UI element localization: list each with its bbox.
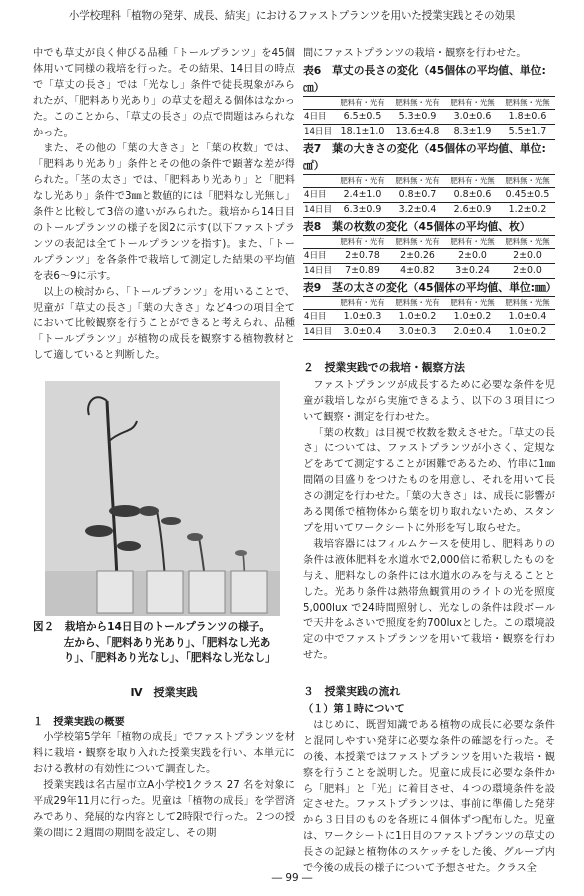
- figure-caption-line1: 図２ 栽培から14日目のトールプランツの様子。: [33, 621, 270, 634]
- running-header: 小学校理科「植物の発芽、成長、結実」におけるファストプランツを用いた授業実践とその効果: [68, 10, 516, 22]
- table-cell: 14日目: [303, 124, 335, 139]
- table-cell: 5.5±1.7: [500, 124, 555, 139]
- paragraph: 以上の検討から、「トールプランツ」を用いることで、児童が「草丈の長さ」「葉の大きさ」など4つの項目全てにおいて比較観察を行うことができると考えられ、品種「トールプランツ」が植物の成長を観察する植物教材として適していると判断した。: [33, 286, 295, 362]
- table-header-cell: [303, 296, 335, 309]
- table-cell: 3±0.24: [445, 263, 500, 278]
- table-header-cell: 肥料有・光有: [335, 235, 390, 248]
- table-cell: 0.45±0.5: [500, 187, 555, 202]
- table-cell: 4日目: [303, 309, 335, 324]
- figure-caption-line2: 左から、「肥料あり光あり」、「肥料なし光あり」、「肥料あり光なし」、「肥料なし光なし」: [63, 636, 276, 665]
- table-header-cell: [303, 174, 335, 187]
- subsection-heading: １ 授業実践の概要: [33, 716, 125, 728]
- table-cell: 2±0.78: [335, 248, 390, 263]
- left-column: [33, 46, 295, 842]
- table-cell: 2±0.26: [390, 248, 445, 263]
- table-cell: 3.0±0.4: [335, 324, 390, 339]
- table-cell: 4日目: [303, 109, 335, 124]
- table-cell: 4日目: [303, 187, 335, 202]
- paragraph: はじめに、既習知識である植物の成長に必要な条件と混同しやすい発芽に必要な条件の確認を行った。その後、本授業ではファストプランツを用いた栽培・観察を行うことを説明した。児童に成長に必要な条件から「肥料」と「光」に着目させ、４つの環境条件を設定させた。ファストプランツは、事前に準備した発芽から３日目のものを各班に４個体ずつ配布した。児童は、ワークシートに1日目のファストプランツの草丈の長さの記録と植物体のスケッチをした後、グループ内で今後の成長の様子について予想させた。クラス全: [303, 719, 555, 875]
- table-caption: 表6 草丈の長さの変化（45個体の平均値、単位:㎝）: [303, 63, 546, 94]
- table-header-cell: 肥料無・光無: [500, 235, 555, 248]
- table-cell: 0.8±0.7: [390, 187, 445, 202]
- table-cell: 3.0±0.6: [445, 109, 500, 124]
- table-header-cell: 肥料無・光有: [390, 235, 445, 248]
- paragraph: 「葉の枚数」は目視で枚数を数えさせた。「草丈の長さ」については、ファストプランツが小さく、定規などをあてて測定することが困難であるため、竹串に1㎜間隔の目盛りをつけたものを用意し、それを用いて長さの測定を行わせた。「葉の大きさ」は、成長に影響がある関係で植物体から葉を切り取れないため、スタンプを用いてワークシートに外形を写し取らせた。: [303, 427, 555, 534]
- page-number: ― 99 ―: [271, 872, 313, 884]
- table-cell: 2±0.0: [500, 263, 555, 278]
- table-header-cell: 肥料有・光無: [445, 96, 500, 109]
- table-header-cell: 肥料無・光有: [390, 96, 445, 109]
- table-7: [303, 140, 555, 218]
- table-row: [303, 187, 555, 202]
- figure-2-photo: [45, 381, 280, 616]
- table-cell: 2.0±0.4: [445, 324, 500, 339]
- table-cell: 6.5±0.5: [335, 109, 390, 124]
- table-cell: 8.3±1.9: [445, 124, 500, 139]
- table-row: [303, 109, 555, 124]
- table-header-cell: [303, 96, 335, 109]
- table-header-cell: 肥料有・光有: [335, 174, 390, 187]
- table-cell: 2.4±1.0: [335, 187, 390, 202]
- table-cell: 7±0.89: [335, 263, 390, 278]
- table-cell: 1.0±0.2: [500, 324, 555, 339]
- table-row: [303, 124, 555, 139]
- table-header-cell: 肥料有・光有: [335, 296, 390, 309]
- table-caption: 表8 葉の枚数の変化（45個体の平均値、枚）: [303, 219, 531, 233]
- table-cell: 14日目: [303, 324, 335, 339]
- paragraph: ファストプランツが成長するために必要な条件を児童が栽培しながら実施できるよう、以下の３項目について観察・測定を行わせた。: [303, 379, 555, 423]
- table-cell: 1.8±0.6: [500, 109, 555, 124]
- paragraph: また、その他の「葉の大きさ」と「葉の枚数」では、「肥料あり光あり」条件とその他の条件で顕著な差が得られた。「茎の太さ」では、「肥料あり光あり」と「肥料なし光あり」条件で3㎜と数値的には「肥料なし光無し」条件と比較して3倍の違いがみられた。栽培から14日目のトールプランツの様子を図2に示す(以下ファストプランツの表記は全てトールプランツを指す)。また、「トールプランツ」を各条件で栽培して測定した結果の平均値を表6～9に示す。: [33, 143, 295, 282]
- table-cell: 13.6±4.8: [390, 124, 445, 139]
- table-header-cell: 肥料有・光有: [335, 96, 390, 109]
- table-header-cell: 肥料無・光有: [390, 174, 445, 187]
- plants-photo: [45, 381, 280, 616]
- subsection-heading: （１）第１時について: [303, 704, 405, 716]
- paragraph: 授業実践は名古屋市立A小学校1クラス 27 名を対象に平成29年11月に行った。児童は「植物の成長」を学習済みであり、発展的な内容として2時限で行った。２つの授業の間に２週間の期間を設定し、その期: [33, 780, 295, 839]
- section-heading: ３ 授業実践の流れ: [303, 685, 401, 699]
- table-9: [303, 279, 555, 340]
- table-cell: 0.8±0.6: [445, 187, 500, 202]
- table-caption: 表9 茎の太さの変化（45個体の平均値、単位:㎜）: [303, 280, 557, 294]
- table-cell: 1.0±0.3: [335, 309, 390, 324]
- table-cell: 14日目: [303, 202, 335, 217]
- table-caption: 表7 葉の大きさの変化（45個体の平均値、単位:㎠）: [303, 141, 546, 172]
- table-cell: 1.0±0.2: [390, 309, 445, 324]
- table-row: [303, 202, 555, 217]
- table-cell: 1.2±0.2: [500, 202, 555, 217]
- paragraph: 間にファストプランツの栽培・観察を行わせた。: [303, 48, 527, 59]
- table-cell: 3.0±0.3: [390, 324, 445, 339]
- table-row: [303, 324, 555, 339]
- table-header-cell: 肥料無・光有: [390, 296, 445, 309]
- table-cell: 18.1±1.0: [335, 124, 390, 139]
- table-cell: 4±0.82: [390, 263, 445, 278]
- table-cell: 2±0.0: [445, 248, 500, 263]
- paragraph: 中でも草丈が良く伸びる品種「トールプランツ」を45個体用いて同様の栽培を行った。その結果、14日目の時点で「草丈の長さ」では「光なし」条件で徒長現象がみられたが、「肥料あり光あり」の草丈を超える個体はなかった。このことから、「草丈の長さ」の点で問題はみられなかった。: [33, 48, 295, 139]
- table-cell: 1.0±0.4: [500, 309, 555, 324]
- section-heading: Ⅳ 授業実践: [130, 685, 198, 699]
- paragraph: 栽培容器にはフィルムケースを使用し、肥料ありの条件は液体肥料を水道水で2,000倍に希釈したものを与え、肥料なしの条件には水道水のみを与えることとした。光あり条件は熱帯魚観賞用のライトの光を照度5,000lux で24時間照射し、光なしの条件は段ボールで天井をふさいで照度を約700luxとした。この環境設定の中でファストプランツを用いて栽培・観察を行わせた。: [303, 538, 555, 662]
- table-header-cell: 肥料有・光無: [445, 235, 500, 248]
- table-header-cell: 肥料有・光無: [445, 174, 500, 187]
- table-cell: 6.3±0.9: [335, 202, 390, 217]
- table-header-cell: 肥料無・光無: [500, 296, 555, 309]
- table-header-cell: 肥料有・光無: [445, 296, 500, 309]
- table-cell: 2±0.0: [500, 248, 555, 263]
- table-header-cell: 肥料無・光無: [500, 96, 555, 109]
- table-cell: 14日目: [303, 263, 335, 278]
- table-header-cell: 肥料無・光無: [500, 174, 555, 187]
- table-8: [303, 218, 555, 279]
- table-row: [303, 263, 555, 278]
- figure-caption: [33, 620, 295, 667]
- table-cell: 4日目: [303, 248, 335, 263]
- table-row: [303, 309, 555, 324]
- table-row: [303, 248, 555, 263]
- right-column: [303, 46, 555, 877]
- table-6: [303, 62, 555, 140]
- paragraph: 小学校第5学年「植物の成長」でファストプランツを材料に栽培・観察を取り入れた授業実践を行い、本単元における教材の有効性について調査した。: [33, 732, 295, 776]
- table-cell: 1.0±0.2: [445, 309, 500, 324]
- table-cell: 3.2±0.4: [390, 202, 445, 217]
- section-heading: ２ 授業実践での栽培・観察方法: [303, 360, 465, 374]
- table-header-cell: [303, 235, 335, 248]
- table-cell: 5.3±0.9: [390, 109, 445, 124]
- table-cell: 2.6±0.9: [445, 202, 500, 217]
